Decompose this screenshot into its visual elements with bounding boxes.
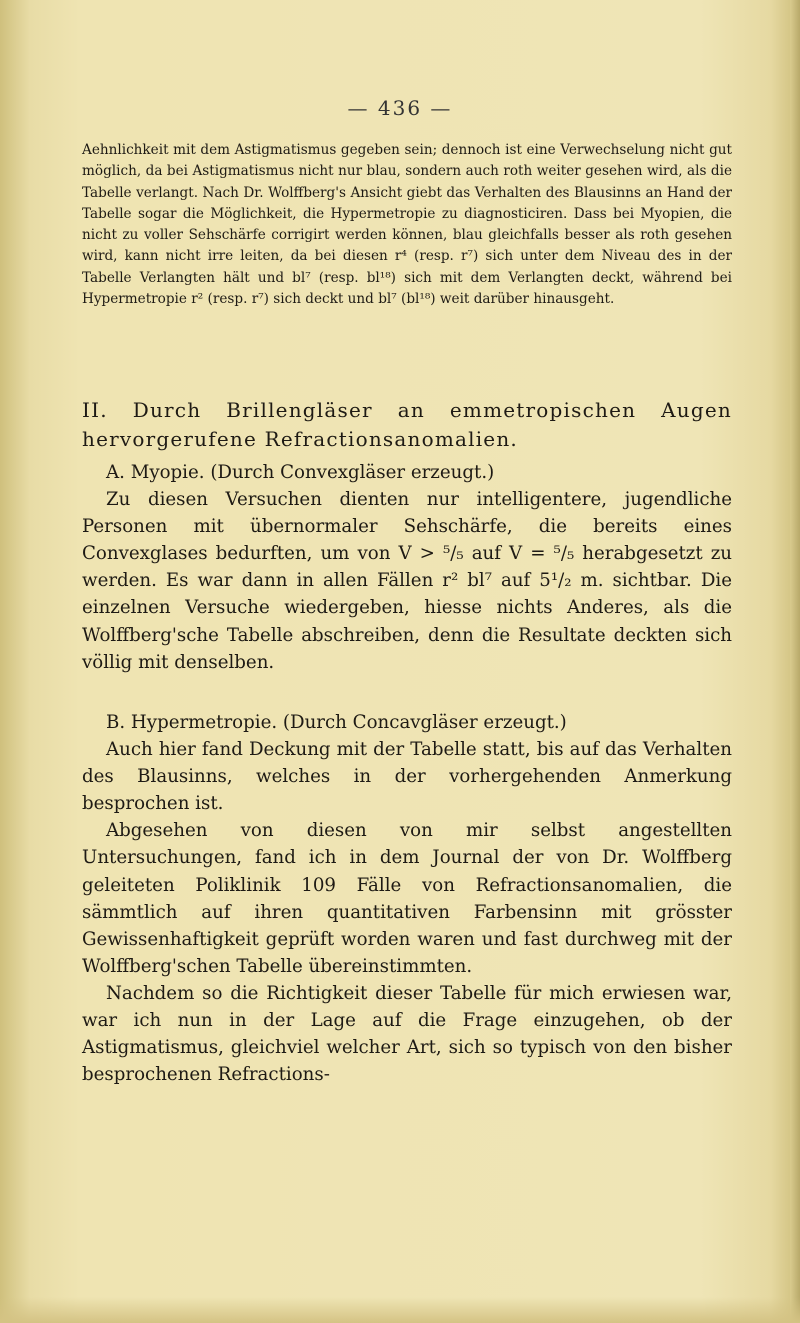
myopia-heading: A. Myopie. (Durch Convexgläser erzeugt.) (106, 462, 495, 483)
myopia-section (82, 459, 732, 676)
hypermetropia-section (82, 709, 732, 1088)
hypermetropia-heading: B. Hypermetropie. (Durch Concavgläser erzeugt.) (106, 712, 567, 733)
page-edge-right (790, 0, 800, 1323)
journal-paragraph: Abgesehen von diesen von mir selbst angestellten Untersuchungen, fand ich in dem Journal der von Dr. Wolffberg geleiteten Poliklinik 109 Fälle von Refractionsanomalien, die sämmtlich auf ihren quantitativen Farbensinn mit grösster Gewissenhaftigkeit geprüft worden waren und fast durchweg mit der Wolffberg'schen Tabelle übereinstimmten. (82, 820, 732, 977)
intro-paragraph: Aehnlichkeit mit dem Astigmatismus gegeben sein; dennoch ist eine Verwechselung nicht gut möglich, da bei Astigmatismus nicht nur blau, sondern auch roth weiter gesehen wird, als die Tabelle verlangt. Nach Dr. Wolffberg's Ansicht giebt das Verhalten des Blausinns an Hand der Tabelle sogar die Möglichkeit, die Hypermetropie zu diagnosticiren. Dass bei Myopien, die nicht zu voller Sehschärfe corrigirt werden können, blau gleichfalls besser als roth gesehen wird, kann nicht irre leiten, da bei diesen r⁴ (resp. r⁷) sich unter dem Niveau des in der Tabelle Verlangten hält und bl⁷ (resp. bl¹⁸) sich mit dem Verlangten deckt, während bei Hypermetropie r² (resp. r⁷) sich deckt und bl⁷ (bl¹⁸) weit darüber hinausgeht. (82, 142, 732, 308)
final-paragraph: Nachdem so die Richtigkeit dieser Tabelle für mich erwiesen war, war ich nun in der Lage auf die Frage einzugehen, ob der Astigmatismus, gleichviel welcher Art, sich so typisch von den bisher besprochenen Refractions- (82, 982, 732, 1086)
page-edge-bottom (0, 1297, 800, 1323)
intro-block (82, 140, 732, 310)
hypermetropia-paragraph: Auch hier fand Deckung mit der Tabelle statt, bis auf das Verhalten des Blausinns, welches in der vorhergehenden Anmerkung besprochen ist. (82, 739, 732, 815)
myopia-paragraph: Zu diesen Versuchen dienten nur intelligentere, jugendliche Personen mit übernormaler Sehschärfe, die bereits eines Convexglases bedurften, um von V > ⁵/₅ auf V = ⁵/₅ herabgesetzt zu werden. Es war dann in allen Fällen r² bl⁷ auf 5¹/₂ m. sichtbar. Die einzelnen Versuche wiedergeben, hiesse nichts Anderes, als die Wolffberg'sche Tabelle abschreiben, denn die Resultate deckten sich völlig mit denselben. (82, 489, 732, 673)
section-heading: II. Durch Brillengläser an emmetropischen Augen hervorgerufene Refractionsanomalien. (82, 398, 732, 451)
page-number: — 436 — (347, 96, 453, 120)
